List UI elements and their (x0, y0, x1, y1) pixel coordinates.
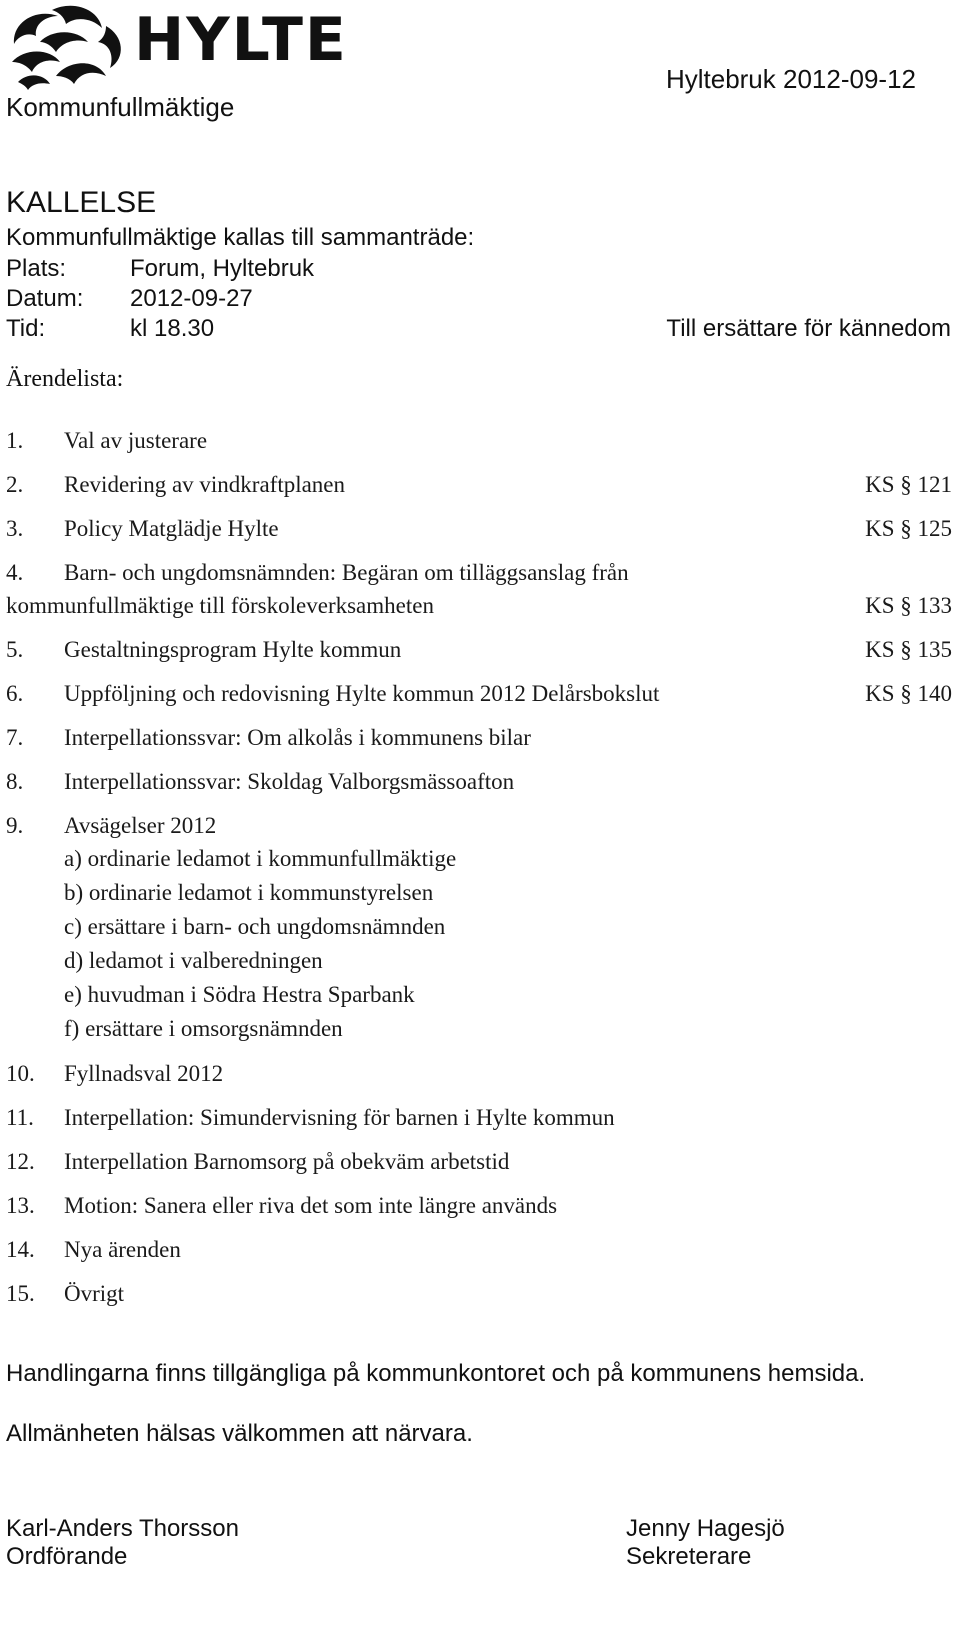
agenda-item (6, 765, 952, 798)
hylte-logo (6, 2, 348, 92)
date-label: Datum: (6, 285, 84, 312)
meeting-intro: Kommunfullmäktige kallas till sammanträde: (6, 224, 475, 251)
agenda-item (6, 1057, 952, 1090)
signature-chair (6, 1515, 239, 1571)
agenda-subitem: d) ledamot i valberedningen (64, 948, 323, 973)
agenda-item-text: Övrigt (64, 1281, 125, 1306)
agenda-subitem: e) huvudman i Södra Hestra Sparbank (64, 982, 415, 1007)
agenda-item (6, 512, 952, 545)
meeting-time (6, 315, 214, 343)
agenda-item-text: Policy Matglädje Hylte (64, 516, 279, 541)
venue-label: Plats: (6, 255, 67, 282)
agenda-item-text: Avsägelser 2012 (64, 813, 217, 838)
meeting-venue (6, 255, 314, 283)
agenda-item-number: 11. (6, 1105, 34, 1130)
agenda-item-reference: KS § 140 (865, 681, 952, 706)
agenda-item-number: 1. (6, 428, 24, 453)
organization-name: Kommunfullmäktige (6, 92, 235, 122)
agenda-list (6, 424, 952, 1321)
signature-secretary (626, 1515, 785, 1571)
agenda-item (6, 1277, 952, 1310)
date-value: 2012-09-27 (130, 285, 253, 312)
agenda-item-reference: KS § 125 (865, 516, 952, 541)
agenda-item-text: Uppföljning och redovisning Hylte kommun 2012 Delårsbokslut (64, 681, 660, 706)
agenda-item-number: 13. (6, 1193, 35, 1218)
agenda-subitem: b) ordinarie ledamot i kommunstyrelsen (64, 880, 434, 905)
agenda-item-number: 5. (6, 637, 24, 662)
agenda-item (6, 556, 952, 622)
agenda-item (6, 1101, 952, 1134)
agenda-item-reference: KS § 121 (865, 472, 952, 497)
agenda-item-number: 9. (6, 813, 24, 838)
agenda-item (6, 468, 952, 501)
agenda-item-text: Interpellation Barnomsorg på obekväm arbetstid (64, 1149, 510, 1174)
document-title: KALLELSE (6, 186, 157, 219)
time-label: Tid: (6, 315, 46, 342)
agenda-item-number: 14. (6, 1237, 35, 1262)
public-welcome-note: Allmänheten hälsas välkommen att närvara. (6, 1420, 473, 1447)
agenda-item-text: Interpellationssvar: Om alkolås i kommunens bilar (64, 725, 531, 750)
agenda-item-text-continued: kommunfullmäktige till förskoleverksamheten (6, 593, 434, 618)
agenda-item (6, 1145, 952, 1178)
agenda-item-reference: KS § 135 (865, 637, 952, 662)
agenda-item-text: Motion: Sanera eller riva det som inte längre används (64, 1193, 558, 1218)
agenda-subitem: f) ersättare i omsorgsnämnden (64, 1016, 343, 1041)
agenda-item-number: 7. (6, 725, 24, 750)
time-value: kl 18.30 (130, 315, 215, 342)
agenda-item-number: 8. (6, 769, 24, 794)
hylte-emblem-icon (6, 2, 134, 92)
signer-name: Jenny Hagesjö (626, 1515, 785, 1542)
agenda-item (6, 1233, 952, 1266)
agenda-item-number: 12. (6, 1149, 35, 1174)
agenda-item-text: Nya ärenden (64, 1237, 181, 1262)
agenda-item-reference: KS § 133 (865, 593, 952, 618)
agenda-item-number: 3. (6, 516, 24, 541)
agenda-item (6, 809, 952, 1046)
documents-availability-note: Handlingarna finns tillgängliga på kommunkontoret och på kommunens hemsida. (6, 1360, 866, 1387)
agenda-item-number: 10. (6, 1061, 35, 1086)
agenda-item-text: Revidering av vindkraftplanen (64, 472, 346, 497)
agenda-subitem-list (6, 842, 952, 1046)
agenda-item-text: Fyllnadsval 2012 (64, 1061, 224, 1086)
signer-role: Ordförande (6, 1543, 128, 1570)
agenda-item-text: Gestaltningsprogram Hylte kommun (64, 637, 402, 662)
agenda-item-text: Val av justerare (64, 428, 208, 453)
signer-name: Karl-Anders Thorsson (6, 1515, 239, 1542)
agenda-item (6, 633, 952, 666)
agenda-item-text: Interpellation: Simundervisning för barnen i Hylte kommun (64, 1105, 615, 1130)
agenda-item-number: 6. (6, 681, 24, 706)
agenda-item-number: 15. (6, 1281, 35, 1306)
logo-wordmark: HYLTE (134, 5, 348, 75)
venue-value: Forum, Hyltebruk (130, 255, 315, 282)
signer-role: Sekreterare (626, 1543, 752, 1570)
agenda-item-text: Barn- och ungdomsnämnden: Begäran om tilläggsanslag från (64, 560, 629, 585)
meeting-date (6, 285, 253, 313)
agenda-item (6, 424, 952, 457)
place-and-date: Hyltebruk 2012-09-12 (665, 64, 916, 94)
cc-note: Till ersättare för kännedom (666, 315, 951, 342)
agenda-subitem: a) ordinarie ledamot i kommunfullmäktige (64, 846, 457, 871)
agenda-item (6, 677, 952, 710)
agenda-item-number: 2. (6, 472, 24, 497)
agenda-item (6, 1189, 952, 1222)
agenda-item-number: 4. (6, 560, 24, 585)
agenda-heading: Ärendelista: (6, 366, 124, 392)
agenda-item-text: Interpellationssvar: Skoldag Valborgsmässoafton (64, 769, 515, 794)
agenda-subitem: c) ersättare i barn- och ungdomsnämnden (64, 914, 446, 939)
agenda-item (6, 721, 952, 754)
